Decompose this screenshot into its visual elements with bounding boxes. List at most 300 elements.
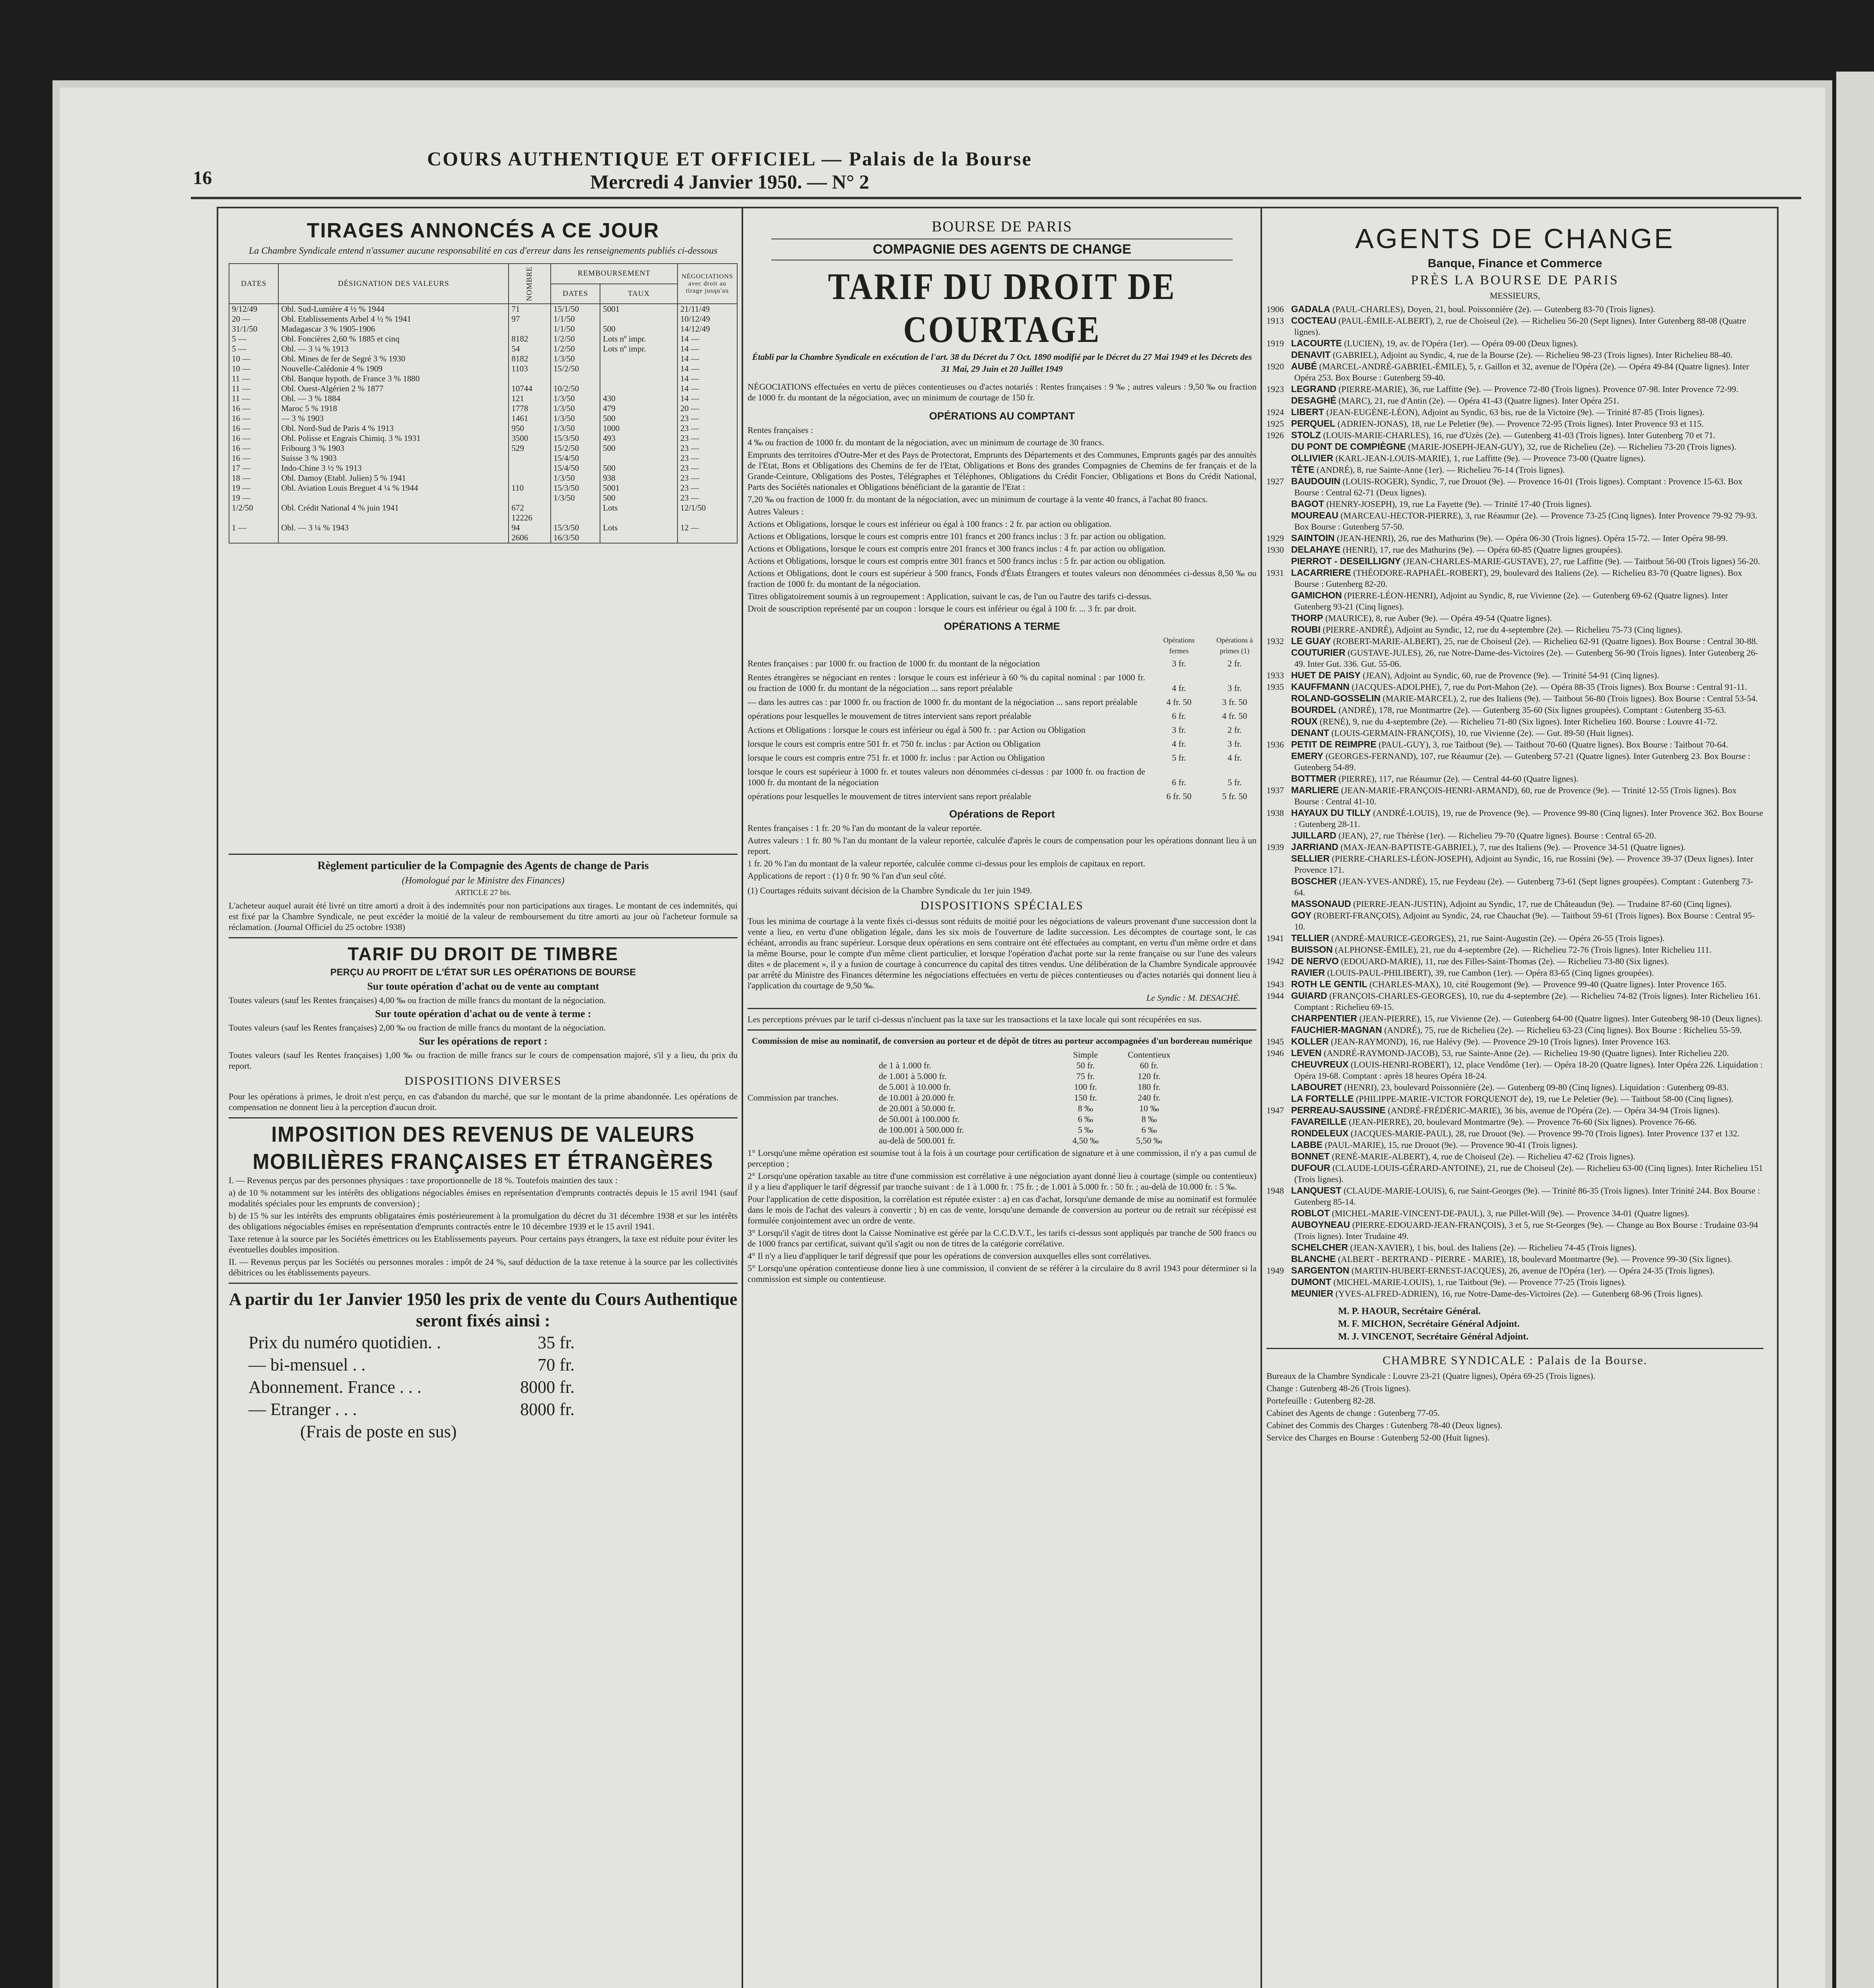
table-cell: 500 [600,443,678,453]
agent-name: PERREAU-SAUSSINE [1291,1105,1386,1115]
agent-entry [1266,910,1763,932]
terme-primes: 2 fr. [1227,725,1242,735]
chambre-line: Service des Charges en Bourse : Gutenberg 52-00 (Huit lignes). [1266,1433,1490,1442]
terme-title: OPÉRATIONS A TERME [944,620,1060,632]
agent-year: 1913 [1266,316,1284,326]
table-cell: 19 — [229,493,278,503]
agent-name: AUBÉ [1291,361,1317,371]
prix-label: — Etranger . . . [249,1400,357,1419]
agent-entry [1266,476,1763,498]
column-divider [1260,207,1262,1988]
table-cell: 1 — [229,523,278,533]
table-cell [509,453,551,463]
commission-range: de 10.001 à 20.000 fr. [879,1093,955,1103]
agent-year: 1919 [1266,338,1284,348]
agent-detail: (PIERRE-EDOUARD-JEAN-FRANÇOIS), 3 et 5, rue St-Georges (9e). — Change au Box Bourse : Trudaine 03-94 (Trois lignes). Inter Trudaine 49. [1294,1220,1758,1241]
table-cell: 15/4/50 [551,453,600,463]
table-cell [678,513,737,523]
agent-entry [1266,406,1763,418]
header-rule [191,197,1801,199]
section-rule [748,1029,1256,1031]
column-divider [742,207,743,1988]
commission-range: de 1 à 1.000 fr. [879,1060,931,1070]
agents-messieurs: MESSIEURS, [1489,291,1540,301]
agent-detail: (LOUIS-MARIE-CHARLES), 16, rue d'Uzès (2e). — Gutenberg 41-03 (Trois lignes). Inter Gutenberg 70 et 71. [1323,430,1716,440]
table-cell: 529 [509,443,551,453]
tirages-note: La Chambre Syndicale entend n'assumer aucune responsabilité en cas d'erreur dans les renseignements publiés ci-dessous [249,246,718,256]
terme-fermes: 4 fr. [1172,683,1186,693]
table-cell [509,463,551,473]
timbre-subtitle: PERÇU AU PROFIT DE L'ÉTAT SUR LES OPÉRATIONS DE BOURSE [330,967,636,978]
agent-entry [1266,1253,1763,1265]
timbre-section-text: Toutes valeurs (sauf les Rentes françaises) 2,00 ‰ ou fraction de mille francs du montant de la négociation. [229,1023,606,1033]
imposition-title: IMPOSITION DES REVENUS DE VALEURS MOBILIÈRES FRANÇAISES ET ÉTRANGÈRES [252,1122,714,1174]
table-cell: 15/3/50 [551,483,600,493]
prix-value: 8000 fr. [520,1377,575,1397]
agent-year: 1923 [1266,384,1284,394]
agent-detail: (JEAN), 27, rue Thérèse (1er). — Richelieu 79-70 (Quatre lignes). Bourse : Central 65-20. [1338,831,1656,841]
table-cell: 1/2/50 [551,344,600,354]
agents-officers [1266,1305,1763,1343]
commission-simple: 150 fr. [1074,1093,1097,1103]
terme-col-primes: Opérations à primes (1) [1216,636,1253,655]
agent-detail: (HENRI), 17, rue des Mathurins (9e). — Opéra 60-85 (Quatre lignes groupées). [1342,545,1623,555]
agent-entry [1266,1081,1763,1093]
table-cell: 23 — [678,443,737,453]
agent-entry [1266,612,1763,624]
terme-text: lorsque le cours est supérieur à 1000 fr. et toutes valeurs non dénommées ci-dessus : par 1000 fr. ou fraction de 1000 fr. du montant de la négociation [748,767,1145,787]
agent-detail: (JACQUES-MARIE-PAUL), 28, rue Drouot (9e). — Provence 99-70 (Trois lignes). Inter Provence 137 et 132. [1350,1128,1740,1138]
agent-name: TÊTE [1291,464,1315,475]
terme-fermes: 6 fr. [1172,777,1186,787]
chambre-line: Portefeuille : Gutenberg 82-28. [1266,1396,1376,1406]
table-cell: 23 — [678,414,737,423]
terme-row [748,751,1256,765]
terme-row [748,765,1256,789]
table-row [229,533,737,543]
table-cell: Obl. Sud-Lumière 4 ½ % 1944 [278,304,509,314]
column-middle [748,215,1256,1988]
agent-detail: (JEAN-HENRI), 26, rue des Mathurins (9e). — Opéra 06-30 (Trois lignes). Opéra 15-72. — Inter Opéra 98-99. [1336,533,1728,543]
table-row [229,324,737,334]
table-cell [600,354,678,364]
prix-value: 8000 fr. [520,1400,575,1419]
agent-detail: (JEAN-PIERRE), 15, rue Vivienne (2e). — Gutenberg 64-00 (Quatre lignes). Inter Gutenberg 98-10 (Deux lignes). [1359,1013,1763,1023]
table-row [229,503,737,513]
table-row [229,364,737,374]
table-cell: 16 — [229,414,278,423]
commission-title: Commission de mise au nominatif, de conversion au porteur et de dépôt de titres au porteur accompagnées d'un bordereau numérique [752,1036,1253,1046]
commission-col-simple: Simple [1073,1050,1098,1060]
perceptions-note: Les perceptions prévues par le tarif ci-dessus n'incluent pas la taxe sur les transactions et la taxe locale qui sont récupérées en sus. [748,1014,1202,1024]
table-cell: 18 — [229,473,278,483]
table-cell: 1/3/50 [551,473,600,483]
table-cell: 121 [509,394,551,404]
agent-name: FAUCHIER-MAGNAN [1291,1025,1382,1035]
commission-range: de 100.001 à 500.000 fr. [879,1125,964,1135]
agent-detail: (PIERRE), 117, rue Réaumur (2e). — Central 44-60 (Quatre lignes). [1338,774,1579,784]
agent-name: DUFOUR [1291,1163,1330,1173]
agent-name: BUISSON [1291,944,1333,955]
prix-value: 35 fr. [538,1333,575,1353]
table-cell: 23 — [678,453,737,463]
timbre-section-text: Toutes valeurs (sauf les Rentes françaises) 1,00 ‰ ou fraction de mille francs sur le cours de compensation majoré, s'il y a lieu, du prix du report. [229,1050,738,1071]
agent-entry [1266,716,1763,727]
table-row [229,384,737,394]
table-row [229,404,737,414]
table-row [229,304,737,314]
chambre-line: Cabinet des Commis des Charges : Gutenberg 78-40 (Deux lignes). [1266,1420,1503,1430]
agent-name: GUIARD [1291,990,1327,1001]
agent-detail: (PAUL-MARIE), 15, rue Drouot (9e). — Provence 90-41 (Trois lignes). [1324,1140,1578,1150]
table-cell: 500 [600,493,678,503]
agent-entry [1266,338,1763,349]
imposition-item: II. — Revenus perçus par les Sociétés ou personnes morales : impôt de 24 %, sauf déduction de la taxe retenue à la source par les collectivités débitrices ou les établissements payeurs. [229,1257,738,1278]
agent-year: 1929 [1266,533,1284,543]
agent-name: COCTEAU [1291,315,1336,326]
agent-detail: (ROBERT-FRANÇOIS), Adjoint au Syndic, 24, rue Chauchat (9e). — Taitbout 59-61 (Trois lignes). Box Bourse : Central 95-10. [1294,911,1755,932]
agent-detail: (RENÉ), 9, rue du 4-septembre (2e). — Richelieu 71-80 (Six lignes). Inter Richelieu 160. Bourse : Louvre 41-72. [1319,716,1718,726]
table-cell: 8182 [509,354,551,364]
agent-entry [1266,441,1763,452]
agent-year: 1937 [1266,785,1284,795]
table-cell [678,533,737,543]
agent-detail: (JEAN-MARIE-FRANÇOIS-HENRI-ARMAND), 60, rue de Provence (9e). — Trinité 12-55 (Trois lignes). Box Bourse : Central 41-10. [1294,785,1737,806]
table-cell [600,513,678,523]
agent-officer: M. F. MICHON, Secrétaire Général Adjoint. [1338,1319,1520,1329]
table-cell: Madagascar 3 % 1905-1906 [278,324,509,334]
commission-note: 4° Il n'y a lieu d'appliquer le tarif dégressif que pour les opérations de conversion auxquelles elles sont corrélatives. [748,1251,1152,1261]
table-cell [509,493,551,503]
agent-name: OLLIVIER [1291,453,1334,463]
table-cell: 16 — [229,433,278,443]
speciales-text: Tous les minima de courtage à la vente fixés ci-dessus sont réduits de moitié pour les négociations de valeurs provenant d'une succession dont la vente a lieu, en vertu d'une obligation légale, dans les six mois de l'ouverture de ladite succession. Les décomptes de courtage sont, le cas échéant, arrondis au franc supérieur. Lorsque deux opérations en sens contraire ont été effectuées au comptant, en vertu d'un même ordre et dans la même Bourse, pour le compte d'un même client particulier, et lorsque l'opération d'achat porte sur la rente française ou sur l'une des valeurs dites « de placement », il y a fusion de courtage à concurrence du capital des titres vendus. Une délibération de la Chambre Syndicale approuvée par arrêté du Ministre des Finances détermine les négociations effectuées en vertu de pièces contentieuses ou d'actes notariés qui donnent lieu à l'application du courtage de 9,50 ‰. [748,916,1256,990]
table-cell: 10 — [229,364,278,374]
commission-row [879,1103,1256,1114]
agent-entry [1266,624,1763,635]
table-cell: Obl. Crédit National 4 % juin 1941 [278,503,509,513]
agent-name: DENAVIT [1291,349,1331,360]
agent-entry [1266,739,1763,750]
table-cell: 8182 [509,334,551,344]
report-title: Opérations de Report [949,808,1055,820]
comptant-lines [748,425,1256,614]
table-row [229,414,737,423]
agent-detail: (JEAN-PIERRE), 20, boulevard Montmartre (9e). — Provence 76-60 (Six lignes). Provence 76-66. [1349,1117,1697,1127]
tarif-etabli: Établi par la Chambre Syndicale en exécution de l'art. 38 du Décret du 7 Oct. 1890 modifié par le Décret du 27 Mai 1949 et les Décrets des 31 Mai, 29 Juin et 20 Juillet 1949 [752,352,1252,374]
agent-entry [1266,841,1763,853]
agent-entry [1266,567,1763,590]
agent-name: RAVIER [1291,967,1325,978]
agent-entry [1266,1208,1763,1219]
agent-entry [1266,853,1763,876]
agent-name: LABBE [1291,1140,1323,1150]
table-cell: 5001 [600,304,678,314]
agent-entry [1266,1219,1763,1242]
report-line: Rentes françaises : 1 fr. 20 % l'an du montant de la valeur reportée. [748,823,982,833]
agent-year: 1947 [1266,1105,1284,1115]
agent-year: 1941 [1266,933,1284,943]
compagnie-title: COMPAGNIE DES AGENTS DE CHANGE [873,242,1131,257]
agent-detail: (PAUL-ÉMILE-ALBERT), 2, rue de Choiseul (2e). — Richelieu 56-20 (Sept lignes). Inter Gutenberg 88-08 (Quatre lignes). [1294,316,1746,337]
table-cell: Maroc 5 % 1918 [278,404,509,414]
table-cell: Obl. Nord-Sud de Paris 4 % 1913 [278,423,509,433]
terme-primes: 5 fr. 50 [1222,791,1247,801]
agent-year: 1920 [1266,361,1284,371]
agent-name: HUET DE PAISY [1291,670,1361,680]
comptant-line: Emprunts des territoires d'Outre-Mer et des Pays de Protectorat, Emprunts des Départements et des Communes, Emprunts gagés par des annuités de l'Etat, Bons et Obligations des Chemins de fer de l'Etat, Obligations et Bons des grandes Compagnies de Chemins de fer français et de la Grande-Ceinture, Obligations des Postes, Télégraphes et Téléphones, Obligations du Crédit Foncier, Obligations et Bons du Crédit National, Parts des Sociétés nationales et Obligations bénéficiant de la garantie de l'Etat : [748,450,1256,492]
agent-detail: (JEAN-YVES-ANDRÉ), 15, rue Feydeau (2e). — Gutenberg 73-61 (Sept lignes groupées). Comptant : Gutenberg 73-64. [1294,876,1754,897]
agent-year: 1948 [1266,1186,1284,1196]
commission-simple: 50 fr. [1076,1060,1095,1070]
table-cell: 10/12/49 [678,314,737,324]
agent-year: 1924 [1266,407,1284,417]
terme-fermes: 3 fr. [1172,658,1186,668]
agent-detail: (PIERRE-ANDRÉ), Adjoint au Syndic, 12, rue du 4-septembre (2e). — Richelieu 75-73 (Cinq lignes). [1322,625,1682,635]
table-cell: 15/2/50 [551,443,600,453]
agent-detail: (ANDRÉ), 8, rue Sainte-Anne (1er). — Richelieu 76-14 (Trois lignes). [1317,465,1565,475]
table-row [229,493,737,503]
terme-fermes: 5 fr. [1172,753,1186,763]
table-cell: 14/12/49 [678,324,737,334]
table-cell: 16 — [229,453,278,463]
table-cell: 12/1/50 [678,503,737,513]
agent-name: KOLLER [1291,1036,1329,1046]
agent-name: LACOURTE [1291,338,1342,348]
commission-notes [748,1147,1256,1284]
agent-detail: (MARIE-MARCEL), 2, rue des Italiens (9e). — Taitbout 56-80 (Trois lignes). Box Bourse : Central 53-54. [1383,693,1758,703]
terme-text: Rentes étrangères se négociant en rentes : lorsque le cours est inférieur à 60 % du capital nominal : par 1000 fr. ou fraction de 1000 fr. du montant de la négociation ... sans report préalable [748,672,1145,693]
comptant-line: Droit de souscription représenté par un coupon : lorsque le cours est inférieur ou égal à 100 fr. ... 3 fr. par droit. [748,604,1136,613]
agent-name: ROBLOT [1291,1208,1330,1218]
col-negociations: NÉGOCIATIONS avec droit au tirage jusqu'au [678,264,737,304]
agent-entry [1266,1047,1763,1059]
agent-name: BONNET [1291,1151,1330,1161]
agent-entry [1266,1093,1763,1105]
agent-entry [1266,1059,1763,1081]
table-cell [551,513,600,523]
agent-detail: (PAUL-CHARLES), Doyen, 21, boul. Poissonnière (2e). — Gutenberg 83-70 (Trois lignes). [1332,304,1655,314]
agent-name: EMERY [1291,751,1323,761]
table-cell: 14 — [678,374,737,384]
col-designation: DÉSIGNATION DES VALEURS [278,264,509,304]
agent-year: 1942 [1266,956,1284,966]
agent-entry [1266,830,1763,841]
table-cell [600,374,678,384]
agent-detail: (JEAN), Adjoint au Syndic, 60, rue de Provence (9e). — Trinité 54-91 (Cinq lignes). [1363,670,1659,680]
table-cell: Obl. Polisse et Engrais Chimiq. 3 % 1931 [278,433,509,443]
table-cell [509,324,551,334]
table-cell: 2606 [509,533,551,543]
agent-name: SAINTOIN [1291,533,1335,543]
agent-detail: (PIERRE-CHARLES-LÉON-JOSEPH), Adjoint au Syndic, 16, rue Rossini (9e). — Provence 39-37 (Deux lignes). Inter Provence 171. [1294,854,1754,875]
agent-name: SARGENTON [1291,1265,1350,1276]
agent-officer: M. P. HAOUR, Secrétaire Général. [1338,1306,1481,1316]
agent-detail: (MICHEL-MARIE-LOUIS), 1, rue Taitbout (9e). — Provence 77-25 (Trois lignes). [1333,1277,1626,1287]
agent-detail: (ANDRÉ-LOUIS), 19, rue de Provence (9e). — Provence 99-80 (Cinq lignes). Inter Provence 362. Box Bourse : Gutenberg 28-11. [1294,808,1763,829]
prix-label: Abonnement. France . . . [249,1377,421,1397]
agent-year: 1932 [1266,636,1284,646]
reglement-title: Règlement particulier de la Compagnie des Agents de change de Paris [317,860,649,872]
agent-entry [1266,1013,1763,1024]
agent-name: MOUREAU [1291,510,1338,520]
agent-entry [1266,1139,1763,1151]
agent-detail: (CLAUDE-LOUIS-GÉRARD-ANTOINE), 21, rue de Choiseul (2e). — Richelieu 63-00 (Cinq lignes). Inter Richelieu 151 (Trois lignes). [1294,1163,1763,1184]
table-cell: 500 [600,463,678,473]
table-cell: 23 — [678,493,737,503]
agent-year: 1927 [1266,476,1284,486]
agent-name: LE GUAY [1291,636,1331,646]
prix-intro: A partir du 1er Janvier 1950 les prix de vente du Cours Authentique seront fixés ainsi : [229,1289,738,1331]
table-cell: 14 — [678,344,737,354]
prix-value: 70 fr. [538,1355,575,1375]
table-cell: 20 — [678,404,737,414]
commission-headers [879,1049,1256,1060]
table-row [229,523,737,533]
agent-officer: M. J. VINCENOT, Secrétaire Général Adjoint. [1338,1332,1529,1342]
table-cell: 1461 [509,414,551,423]
table-cell [551,374,600,384]
table-cell: Obl. — 3 % 1884 [278,394,509,404]
agent-detail: (ADRIEN-JONAS), 18, rue Le Peletier (9e). — Provence 72-95 (Trois lignes). Inter Provence 93 et 115. [1337,419,1704,429]
agent-detail: (CHARLES-MAX), 10, cité Rougemont (9e). — Provence 99-40 (Quatre lignes). Inter Provence 165. [1369,979,1726,989]
agent-name: DE NERVO [1291,956,1339,966]
agent-name: PIERROT - DESEILLIGNY [1291,556,1401,566]
table-cell: 938 [600,473,678,483]
table-cell: Obl. Aviation Louis Breguet 4 ¼ % 1944 [278,483,509,493]
agent-year: 1931 [1266,568,1284,578]
agent-name: AUBOYNEAU [1291,1219,1350,1230]
chambre-line: Bureaux de la Chambre Syndicale : Louvre 23-21 (Quatre lignes), Opéra 69-25 (Trois lignes). [1266,1371,1596,1381]
agent-entry [1266,1128,1763,1139]
agent-entry [1266,944,1763,955]
table-cell: 1000 [600,423,678,433]
terme-col-fermes: Opérations fermes [1163,636,1195,655]
agent-year: 1939 [1266,842,1284,852]
table-cell: Obl. Etablissements Arbel 4 ½ % 1941 [278,314,509,324]
table-row [229,473,737,483]
prix-note: (Frais de poste en sus) [300,1422,457,1442]
prix-lines [249,1332,738,1421]
table-cell: Suisse 3 % 1903 [278,453,509,463]
terme-fermes: 4 fr. [1172,739,1186,749]
agent-detail: (MAX-JEAN-BAPTISTE-GABRIEL), 7, rue des Italiens (9e). — Provence 34-51 (Quatre lignes). [1340,842,1686,852]
agent-name: BOTTMER [1291,773,1336,784]
tirages-table [229,263,738,544]
terme-col-headers [748,635,1256,656]
agent-entry [1266,1185,1763,1208]
agent-year: 1925 [1266,419,1284,429]
terme-text: lorsque le cours est compris entre 501 fr. et 750 fr. inclus : par Action ou Obligation [748,739,1041,749]
issue-date: Mercredi 4 Janvier 1950. — N° 2 [590,171,869,193]
agent-detail: (LOUIS-HENRI-ROBERT), 12, place Vendôme (1er). — Opéra 18-20 (Quatre lignes). Inter Opéra 226. Liquidation : Opéra 19-68. Comptant : après 18 heures Opéra 18-24. [1294,1060,1763,1081]
agent-name: DESAGHÉ [1291,395,1336,406]
comptant-line: Actions et Obligations, lorsque le cours est compris entre 201 francs et 300 francs inclus : 4 fr. par action ou obligation. [748,544,1166,553]
agent-entry [1266,1242,1763,1253]
agent-year: 1926 [1266,430,1284,440]
agent-entry [1266,590,1763,612]
table-cell: 17 — [229,463,278,473]
table-cell: 10744 [509,384,551,394]
agent-year: 1933 [1266,670,1284,680]
commission-contentieux: 6 ‰ [1141,1125,1157,1135]
commission-row [879,1071,1256,1081]
agent-name: TELLIER [1291,933,1329,943]
agent-detail: (MARIE-JOSEPH-JEAN-GUY), 32, rue de Richelieu (2e). — Richelieu 73-20 (Trois lignes). [1408,442,1736,452]
agent-detail: (ANDRÉ-MAURICE-GEORGES), 21, rue Saint-Augustin (2e). — Opéra 26-55 (Trois lignes). [1331,933,1665,943]
agent-entry [1266,1116,1763,1128]
agent-year: 1938 [1266,808,1284,818]
section-rule [229,1283,738,1284]
table-cell: 15/3/50 [551,523,600,533]
agent-entry [1266,967,1763,978]
table-cell: 479 [600,404,678,414]
table-cell: 15/2/50 [551,364,600,374]
table-cell: 14 — [678,394,737,404]
comptant-line: Titres obligatoirement soumis à un regroupement : Application, suivant le cas, de l'un ou l'autre des tarifs ci-dessus. [748,591,1152,601]
timbre-sections [229,980,738,1071]
table-cell: 16 — [229,423,278,433]
agent-detail: (GEORGES-FERNAND), 107, rue Réaumur (2e). — Gutenberg 57-21 (Quatre lignes). Inter Gutenberg 23. Box Bourse : Gutenberg 54-89. [1294,751,1750,772]
agent-name: LACARRIERE [1291,567,1351,578]
agent-name: MEUNIER [1291,1288,1334,1299]
agent-entry [1266,464,1763,476]
agent-entry [1266,807,1763,830]
prix-label: — bi-mensuel . . [249,1355,366,1375]
commission-note: 3° Lorsqu'il s'agit de titres dont la Caisse Nominative est gérée par la C.C.D.V.T., les tarifs ci-dessus sont appliqués par tranche de 500 francs ou de 1000 francs par certificat, suivant qu'il s'agit ou non de titres de la catégorie corrélative. [748,1228,1256,1248]
prix-label: Prix du numéro quotidien. . [249,1333,441,1353]
table-cell [229,513,278,523]
table-row [229,354,737,364]
agent-year: 1946 [1266,1048,1284,1058]
agent-name: MASSONAUD [1291,899,1351,909]
table-cell: 71 [509,304,551,314]
agent-detail: (ANDRÉ-RAYMOND-JACOB), 53, rue Sainte-Anne (2e). — Richelieu 19-90 (Quatre lignes). Inter Richelieu 220. [1324,1048,1729,1058]
agent-entry [1266,784,1763,807]
commission-row [879,1060,1256,1071]
agent-name: LA FORTELLE [1291,1093,1354,1104]
agent-entry [1266,978,1763,990]
commission-range: de 5.001 à 10.000 fr. [879,1082,951,1092]
table-cell: Fribourg 3 % 1903 [278,443,509,453]
commission-note: 1° Lorsqu'une même opération est soumise tout à la fois à un courtage pour certification de signature et à une commission, il n'y a pas cumul de perception ; [748,1148,1256,1169]
agent-name: JUILLARD [1291,830,1336,841]
terme-row [748,670,1256,695]
agent-detail: (PIERRE-JEAN-JUSTIN), Adjoint au Syndic, 17, rue de Châteaudun (9e). — Trudaine 87-60 (Cinq lignes). [1353,899,1732,909]
agent-name: LEVEN [1291,1048,1322,1058]
agent-name: SCHELCHER [1291,1242,1348,1252]
agent-detail: (YVES-ALFRED-ADRIEN), 16, rue Notre-Dame-des-Victoires (2e). — Gutenberg 68-96 (Trois lignes). [1335,1289,1703,1299]
col-rb-dates: DATES [551,284,600,304]
diverses-text: Pour les opérations à primes, le droit n'est perçu, en cas d'abandon du marché, que sur le montant de la prime abandonnée. Les opérations de compensation ne donnent lieu à la perception d'aucun droit. [229,1091,738,1112]
terme-fermes: 6 fr. 50 [1166,791,1192,801]
table-cell: 54 [509,344,551,354]
terme-fermes: 6 fr. [1172,711,1186,721]
table-cell: 1/2/50 [551,334,600,344]
agent-entry [1266,418,1763,429]
agent-entry [1266,498,1763,510]
commission-range: de 50.001 à 100.000 fr. [879,1114,960,1124]
table-row [229,513,737,523]
comptant-line: Actions et Obligations, lorsque le cours est inférieur ou égal à 100 francs : 2 fr. par action ou obligation. [748,519,1112,529]
agent-entry [1266,452,1763,464]
agent-detail: (GABRIEL), Adjoint au Syndic, 4, rue de la Bourse (2e). — Richelieu 98-23 (Trois lignes). Inter Richelieu 88-40. [1332,350,1733,360]
agent-entry [1266,773,1763,784]
section-rule [229,1117,738,1118]
agent-detail: (GUSTAVE-JULES), 26, rue Notre-Dame-des-Victoires (2e). — Gutenberg 56-90 (Trois lignes). Inter Gutenberg 26-49. Inter Gut. 336. Gut. 55-06. [1294,648,1758,669]
table-cell: 14 — [678,334,737,344]
agent-entry [1266,1105,1763,1116]
